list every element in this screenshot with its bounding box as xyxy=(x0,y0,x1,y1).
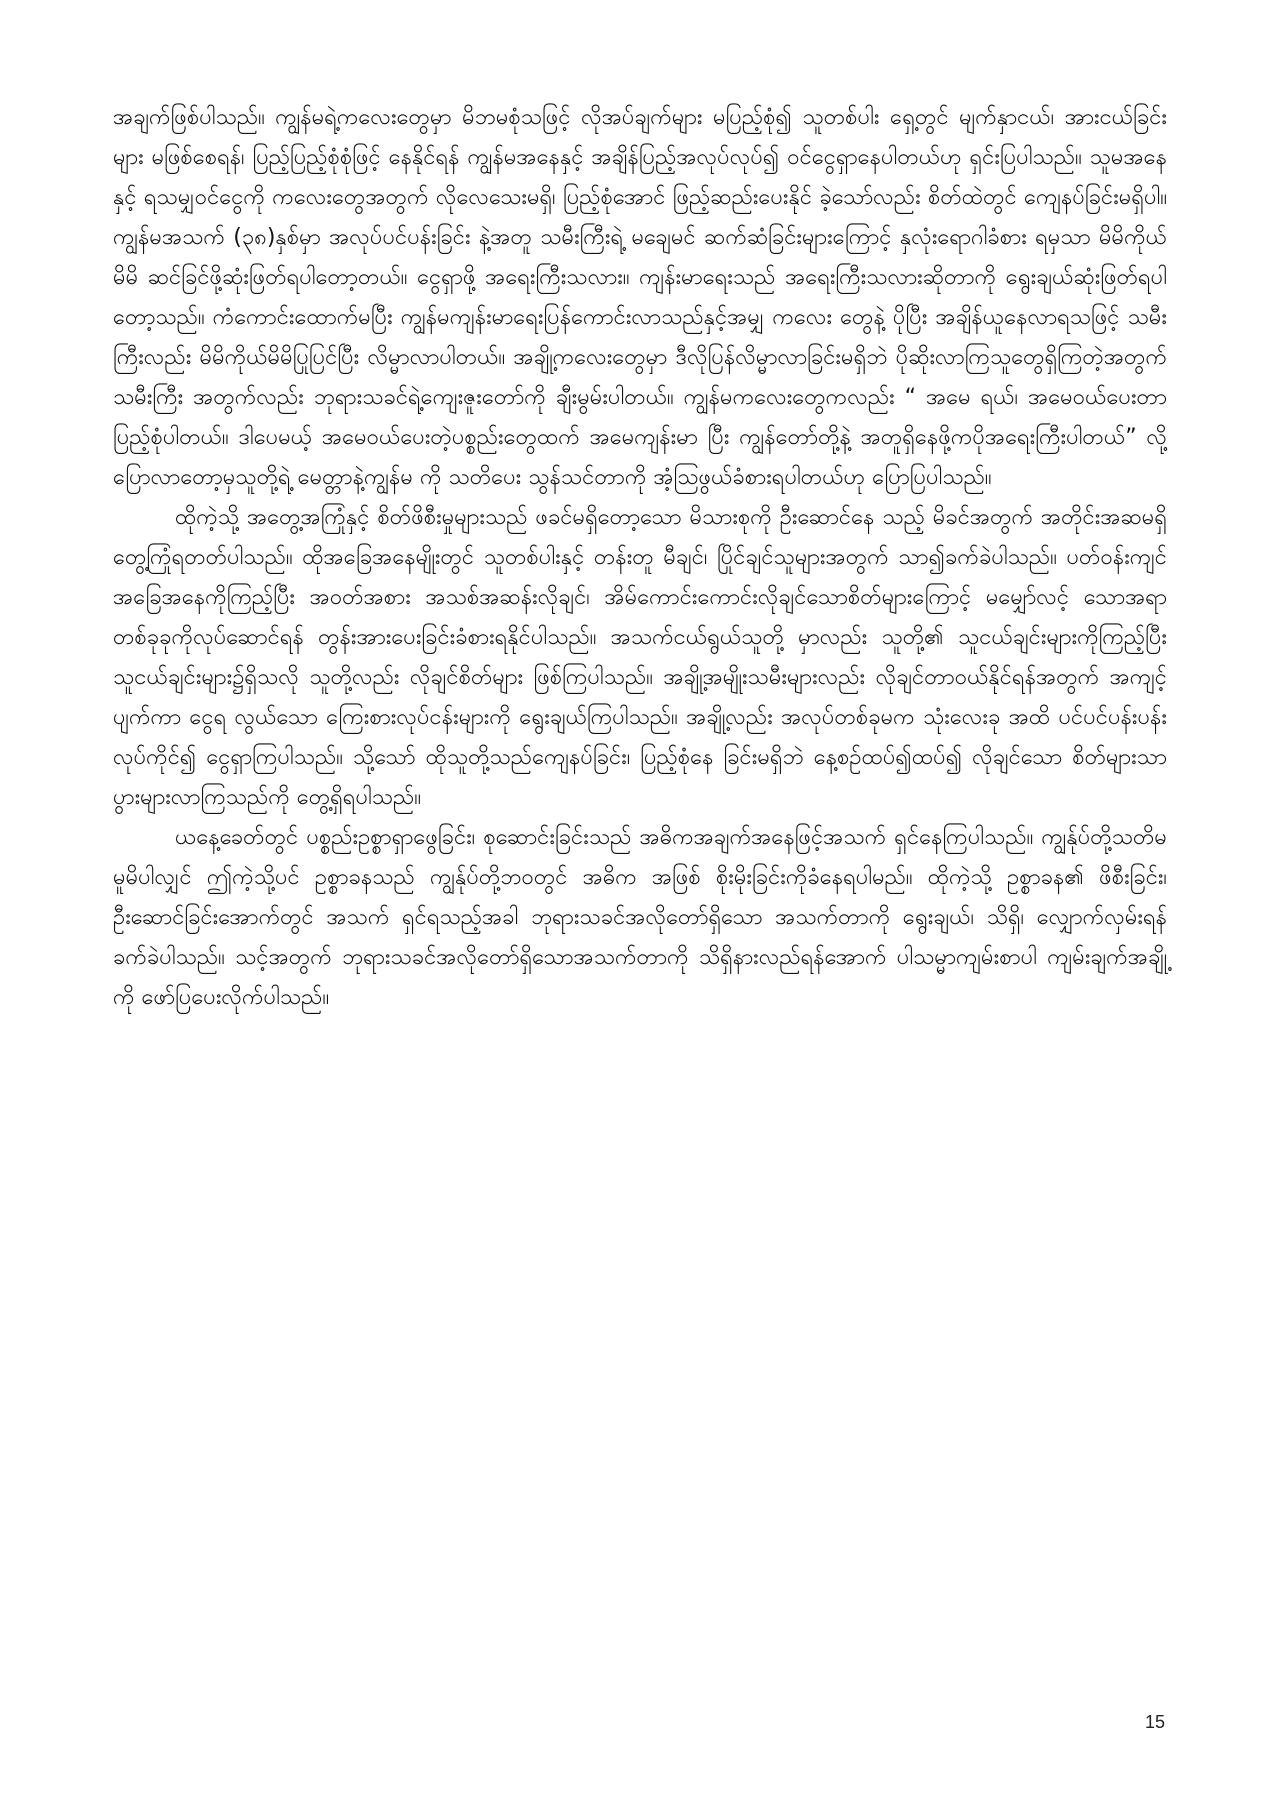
page-number: 15 xyxy=(1144,1712,1165,1732)
paragraph-3: ယနေ့ခေတ်တွင် ပစ္စည်းဥစ္စာရှာဖွေခြင်း၊ စုဆောင်းခြင်းသည် အဓိကအချက်အနေဖြင့်အသက် ရှင်နေကြပါသည်။ ကျွန်ုပ်တို့သတိမမူမိပါလျှင် ဤကဲ့သို့ပင် ဥစ္စာခနသည် ကျွန်ုပ်တို့ဘဝတွင် အဓိက အဖြစ် စိုးမိုးခြင်းကိုခံနေရပါမည်။ ထိုကဲ့သို့ ဥစ္စာခန၏ ဖိစီးခြင်း၊ ဦးဆောင်ခြင်းအောက်တွင် အသက် ရှင်ရသည့်အခါ ဘုရားသခင်အလိုတော်ရှိသော အသက်တာကို ရွေးချယ်၊ သိရှိ၊ လျှောက်လှမ်းရန် ခက်ခဲပါသည်။ သင့်အတွက် ဘုရားသခင်အလိုတော်ရှိသောအသက်တာကို သိရှိနားလည်ရန်အောက် ပါသမ္မာကျမ်းစာပါ ကျမ်းချက်အချို့ကို ဖော်ပြပေးလိုက်ပါသည်။ xyxy=(113,825,1167,1010)
paragraph-2: ထိုကဲ့သို့ အတွေ့အကြုံနှင့် စိတ်ဖိစီးမှုများသည် ဖခင်မရှိတော့သော မိသားစုကို ဦးဆောင်နေ သည့် မိခင်အတွက် အတိုင်းအဆမရှိ တွေ့ကြုံရတတ်ပါသည်။ ထိုအခြေအနေမျိုးတွင် သူတစ်ပါးနှင့် တန်းတူ မီချင်၊ ပြိုင်ချင်သူများအတွက် သာ၍ခက်ခဲပါသည်။ ပတ်ဝန်းကျင်အခြေအနေကိုကြည့်ပြီး အဝတ်အစား အသစ်အဆန်းလိုချင်၊ အိမ်ကောင်းကောင်းလိုချင်သောစိတ်များကြောင့် မမျှော်လင့် သောအရာတစ်ခုခုကိုလုပ်ဆောင်ရန် တွန်းအားပေးခြင်းခံစားရနိုင်ပါသည်။ အသက်ငယ်ရွယ်သူတို့ မှာလည်း သူတို့၏ သူငယ်ချင်းများကိုကြည့်ပြီး သူငယ်ချင်းများ၌ရှိသလို သူတို့လည်း လိုချင်စိတ်များ ဖြစ်ကြပါသည်။ အချို့အမျိုးသမီးများလည်း လိုချင်တာဝယ်နိုင်ရန်အတွက် အကျင့်ပျက်ကာ ငွေရ လွယ်သော ကြေးစားလုပ်ငန်းများကို ရွေးချယ်ကြပါသည်။ အချို့လည်း အလုပ်တစ်ခုမက သုံးလေးခု အထိ ပင်ပင်ပန်းပန်းလုပ်ကိုင်၍ ငွေရှာကြပါသည်။ သို့သော် ထိုသူတို့သည်ကျေနပ်ခြင်း၊ ပြည့်စုံနေ ခြင်းမရှိဘဲ နေ့စဉ်ထပ်၍ထပ်၍ လိုချင်သော စိတ်များသာ ပွားများလာကြသည်ကို တွေ့ရှိရပါသည်။ xyxy=(113,505,1167,810)
paragraph-1: အချက်ဖြစ်ပါသည်။ ကျွန်မရဲ့ကလေးတွေမှာ မိဘမစုံသဖြင့် လိုအပ်ချက်များ မပြည့်စုံ၍ သူတစ်ပါး ရှေ့တွင် မျက်နှာငယ်၊ အားငယ်ခြင်းများ မဖြစ်စေရန်၊ ပြည့်ပြည့်စုံစုံဖြင့် နေနိုင်ရန် ကျွန်မအနေနှင့် အချိန်ပြည့်အလုပ်လုပ်၍ ဝင်ငွေရှာနေပါတယ်ဟု ရှင်းပြပါသည်။ သူမအနေနှင့် ရသမျှဝင်ငွေကို ကလေးတွေအတွက် လိုလေသေးမရှိ၊ ပြည့်စုံအောင် ဖြည့်ဆည်းပေးနိုင် ခဲ့သော်လည်း စိတ်ထဲတွင် ကျေနပ်ခြင်းမရှိပါ။ ကျွန်မအသက် (၃၈)နှစ်မှာ အလုပ်ပင်ပန်းခြင်း နဲ့အတူ သမီးကြီးရဲ့ မချေမင် ဆက်ဆံခြင်းများကြောင့် နှလုံးရောဂါခံစား ရမှသာ မိမိကိုယ်မိမိ ဆင်ခြင်ဖို့ဆုံးဖြတ်ရပါတော့တယ်။ ငွေရှာဖို့ အရေးကြီးသလား။ ကျန်းမာရေးသည် အရေးကြီးသလားဆိုတာကို ရွေးချယ်ဆုံးဖြတ်ရပါ တော့သည်။ ကံကောင်းထောက်မပြီး ကျွန်မကျန်းမာရေးပြန်ကောင်းလာသည်နှင့်အမျှ ကလေး တွေနဲ့ ပိုပြီး အချိန်ယူနေလာရသဖြင့် သမီးကြီးလည်း မိမိကိုယ်မိမိပြုပြင်ပြီး လိမ္မာလာပါတယ်။ အချို့ကလေးတွေမှာ ဒီလိုပြန်လိမ္မာလာခြင်းမရှိဘဲ ပိုဆိုးလာကြသူတွေရှိကြတဲ့အတွက် သမီးကြီး အတွက်လည်း ဘုရားသခင်ရဲ့ကျေးဇူးတော်ကို ချီးမွမ်းပါတယ်။ ကျွန်မကလေးတွေကလည်း “ အမေ ရယ်၊ အမေဝယ်ပေးတာ ပြည့်စုံပါတယ်။ ဒါပေမယ့် အမေဝယ်ပေးတဲ့ပစ္စည်းတွေထက် အမေကျန်းမာ ပြီး ကျွန်တော်တို့နဲ့ အတူရှိနေဖို့ကပိုအရေးကြီးပါတယ်” လို့ ပြောလာတော့မှသူတို့ရဲ့ မေတ္တာနဲ့ကျွန်မ ကို သတိပေး သွန်သင်တာကို အံ့ဩဖွယ်ခံစားရပါတယ်ဟု ပြောပြပါသည်။ xyxy=(113,105,1167,490)
body-text xyxy=(113,98,1167,1018)
